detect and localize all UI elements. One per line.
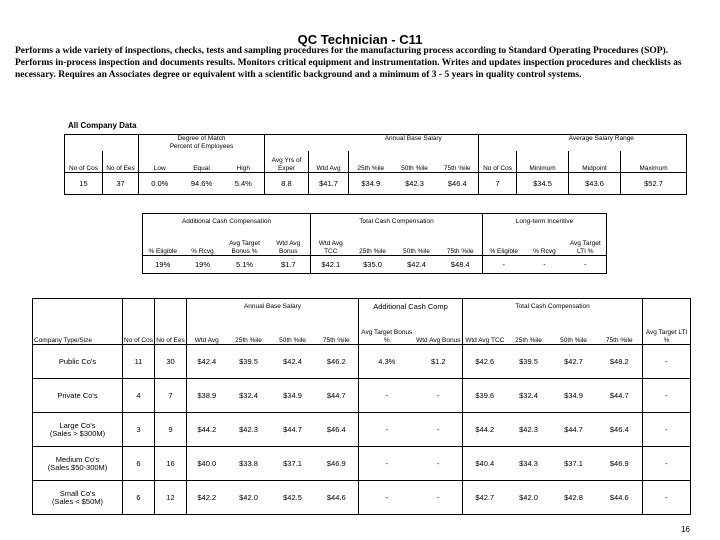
cell: $46.9 [597, 447, 643, 481]
col-maximum: Maximum [621, 151, 687, 173]
cell: 30 [155, 345, 187, 379]
cell: $37.1 [551, 447, 597, 481]
company-type-size: (Sales $50-300M) [47, 462, 108, 472]
cell: $41.7 [309, 173, 349, 195]
col-lti-target: Avg Target LTI % [643, 311, 691, 345]
col-avg-target-bonus: Avg Target Bonus % [359, 311, 415, 345]
col-tcc-p75: 75th %ile [597, 311, 643, 345]
cell: $42.4 [271, 345, 315, 379]
cell: $44.2 [187, 413, 227, 447]
cell: $42.0 [507, 481, 551, 515]
cell: $48.2 [597, 345, 643, 379]
cell: $42.7 [551, 345, 597, 379]
cell: - [643, 345, 691, 379]
col-p50: 50th %ile [395, 226, 439, 256]
cell: - [415, 481, 463, 515]
company-type-cell [33, 447, 123, 481]
col-low: Low [139, 151, 181, 173]
abs-header: Annual Base Salary [349, 135, 479, 143]
cell: 0.0% [139, 173, 181, 195]
col-tcc-p25: 25th %ile [507, 311, 551, 345]
cell: $44.7 [597, 379, 643, 413]
col-p25: 25th %ile [351, 226, 395, 256]
cell: $46.4 [315, 413, 359, 447]
company-type-cell [33, 481, 123, 515]
page-number: 16 [681, 525, 690, 534]
cell: - [643, 379, 691, 413]
cell: $34.9 [349, 173, 393, 195]
cell: $44.6 [315, 481, 359, 515]
cell: $44.6 [597, 481, 643, 515]
cell: $32.4 [227, 379, 271, 413]
col-equal: Equal [181, 151, 223, 173]
cell: - [415, 413, 463, 447]
col-pct-eligible: % Eligible [143, 226, 183, 256]
col-wtd-avg-bonus: Wtd Avg Bonus [267, 226, 311, 256]
cell: - [565, 256, 607, 274]
cell: 7 [479, 173, 517, 195]
lti-header: Long-term Incentive [483, 214, 607, 226]
company-type-name: Medium Co's [55, 455, 100, 464]
abs-header: Annual Base Salary [187, 299, 359, 311]
cell: - [415, 379, 463, 413]
cell: - [359, 481, 415, 515]
cell: 4 [123, 379, 155, 413]
cell: $42.0 [227, 481, 271, 515]
cell: - [643, 447, 691, 481]
col-wtd-avg-tcc: Wtd Avg TCC [463, 311, 507, 345]
pct-employees-header: Percent of Employees [139, 143, 265, 151]
cell: $34.5 [517, 173, 569, 195]
cell: $42.1 [311, 256, 351, 274]
col-high: High [223, 151, 265, 173]
cell: $42.7 [463, 481, 507, 515]
cell: 16 [155, 447, 187, 481]
company-type-name: Public Co's [58, 356, 97, 366]
cell: 11 [123, 345, 155, 379]
cell: - [483, 256, 525, 274]
company-type-table [32, 298, 691, 515]
degree-match-header: Degree of Match [139, 135, 265, 143]
col-p75: 75th %ile [439, 226, 483, 256]
company-type-cell [33, 413, 123, 447]
table-row [33, 447, 691, 481]
col-avg-target-bonus: Avg Target Bonus % [223, 226, 267, 256]
cell: $42.4 [395, 256, 439, 274]
cell: $44.7 [551, 413, 597, 447]
col-lti-rcvg: % Rcvg [525, 226, 565, 256]
cell: 6 [123, 447, 155, 481]
section-label: All Company Data [68, 121, 137, 130]
tcc-header: Total Cash Compensation [463, 299, 643, 311]
cell: $35.0 [351, 256, 395, 274]
company-type-name: Small Co's [59, 489, 96, 498]
cell: $42.3 [227, 413, 271, 447]
cell: $42.8 [551, 481, 597, 515]
col-wtd-avg: Wtd Avg [187, 311, 227, 345]
cell: $44.7 [271, 413, 315, 447]
cell: $46.2 [315, 345, 359, 379]
cell: $1.7 [267, 256, 311, 274]
cell: - [415, 447, 463, 481]
page-title: QC Technician - C11 [297, 32, 423, 47]
col-p75: 75th %ile [437, 151, 479, 173]
cell: - [359, 413, 415, 447]
col-p25: 25th %ile [349, 151, 393, 173]
cell: 5.1% [223, 256, 267, 274]
acc-header: Additional Cash Compensation [143, 214, 311, 226]
cell: $52.7 [621, 173, 687, 195]
cell: - [643, 413, 691, 447]
company-type-size: (Sales > $300M) [49, 428, 106, 438]
avg-range-header: Average Salary Range [517, 135, 687, 143]
col-avg-yrs: Avg Yrs of Exper [265, 151, 309, 173]
cell: $46.9 [315, 447, 359, 481]
cell: 6 [123, 481, 155, 515]
job-description: Performs a wide variety of inspections, checks, tests and sampling procedures for the manufacturing process according to Standard Operating Procedures (SOP). Performs in-process inspection and documents results. Monitors critical equipment and instrumentation. Writes and updates inspection procedures and checklists as necessary. Requires an Associates degree or equivalent with a scientific background and a minimum of 3 - 5 years in quality control systems. [15, 46, 682, 81]
cell: - [643, 481, 691, 515]
col-no-ees: No of Ees [155, 311, 187, 345]
cell: $34.9 [271, 379, 315, 413]
acc-header: Additional Cash Comp [359, 299, 463, 311]
col-minimum: Minimum [517, 151, 569, 173]
cell: - [359, 447, 415, 481]
cell: 5.4% [223, 173, 265, 195]
cell: 3 [123, 413, 155, 447]
all-company-table [64, 134, 687, 195]
cell: $42.2 [187, 481, 227, 515]
cell: 7 [155, 379, 187, 413]
cell: $39.5 [227, 345, 271, 379]
cell: $42.6 [463, 345, 507, 379]
cell: $44.2 [463, 413, 507, 447]
cell: $33.8 [227, 447, 271, 481]
company-type-size: (Sales < $50M) [51, 496, 104, 506]
cell: $39.5 [507, 345, 551, 379]
cell: 9 [155, 413, 187, 447]
cell: $42.3 [393, 173, 437, 195]
cell: 19% [143, 256, 183, 274]
cell: - [525, 256, 565, 274]
table-row [33, 379, 691, 413]
col-p50: 50th %ile [271, 311, 315, 345]
compensation-table [142, 213, 607, 274]
company-type-name: Private Co's [57, 390, 98, 400]
cell: $1.2 [415, 345, 463, 379]
tcc-header: Total Cash Compensation [311, 214, 483, 226]
cell: 37 [103, 173, 139, 195]
col-p75: 75th %ile [315, 311, 359, 345]
col-pct-rcvg: % Rcvg [183, 226, 223, 256]
table-row [33, 345, 691, 379]
col-wtd-avg: Wtd Avg [309, 151, 349, 173]
table-row [33, 481, 691, 515]
cell: $43.6 [569, 173, 621, 195]
cell: $42.3 [507, 413, 551, 447]
cell: $34.3 [507, 447, 551, 481]
col-no-ees: No of Ees [103, 151, 139, 173]
cell: $48.4 [439, 256, 483, 274]
company-type-cell [33, 345, 123, 379]
cell: 15 [65, 173, 103, 195]
cell: $34.9 [551, 379, 597, 413]
cell: $40.4 [463, 447, 507, 481]
col-no-cos: No of Cos [65, 151, 103, 173]
col-midpoint: Midpoint [569, 151, 621, 173]
table-row [33, 413, 691, 447]
col-p50: 50th %ile [393, 151, 437, 173]
col-company-type: Company Type/Size [33, 311, 123, 345]
cell: $32.4 [507, 379, 551, 413]
cell: 19% [183, 256, 223, 274]
cell: 12 [155, 481, 187, 515]
table-row [143, 256, 607, 274]
cell: $40.0 [187, 447, 227, 481]
cell: $37.1 [271, 447, 315, 481]
cell: 8.8 [265, 173, 309, 195]
cell: $46.4 [597, 413, 643, 447]
cell: - [359, 379, 415, 413]
cell: 94.6% [181, 173, 223, 195]
cell: 4.3% [359, 345, 415, 379]
col-p25: 25th %ile [227, 311, 271, 345]
cell: $39.6 [463, 379, 507, 413]
cell: $38.9 [187, 379, 227, 413]
col-lti-eligible: % Eligible [483, 226, 525, 256]
col-wtd-avg-tcc: Wtd Avg TCC [311, 226, 351, 256]
col-no-cos: No of Cos [123, 311, 155, 345]
col-no-cos-2: No of Cos [479, 151, 517, 173]
company-type-name: Large Co's [59, 421, 96, 430]
col-wtd-avg-bonus: Wtd Avg Bonus [415, 311, 463, 345]
company-type-cell [33, 379, 123, 413]
col-tcc-p50: 50th %ile [551, 311, 597, 345]
cell: $44.7 [315, 379, 359, 413]
cell: $42.5 [271, 481, 315, 515]
col-lti-target: Avg Target LTI % [565, 226, 607, 256]
cell: $42.4 [187, 345, 227, 379]
table-row [65, 173, 687, 195]
cell: $46.4 [437, 173, 479, 195]
